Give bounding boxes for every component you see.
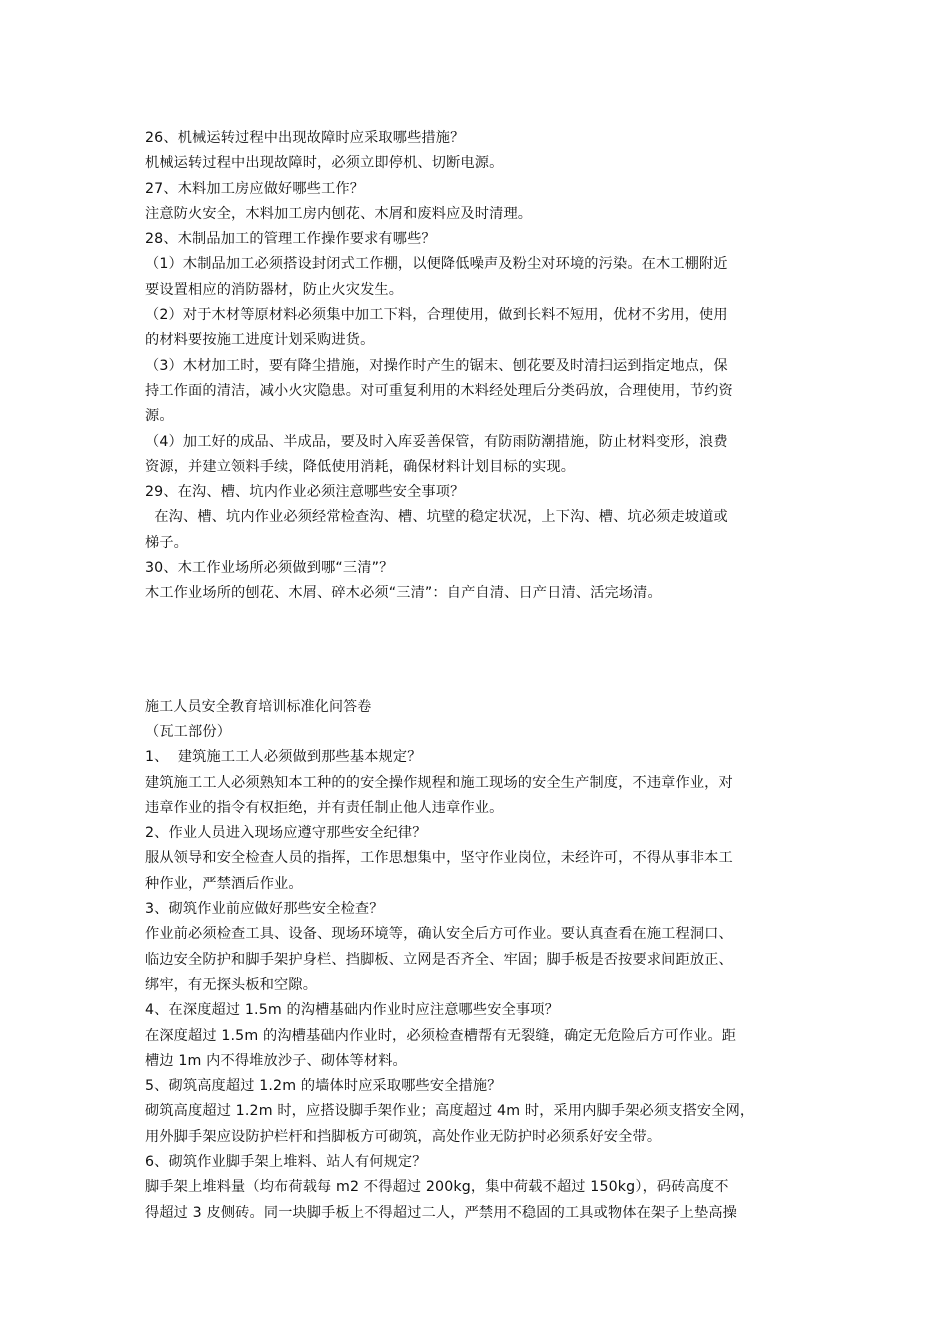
question-26: 26、机械运转过程中出现故障时应采取哪些措施？ xyxy=(145,130,465,146)
answer-3-line: 临边安全防护和脚手架护身栏、挡脚板、立网是否齐全、牢固；脚手板是否按要求间距放正、 xyxy=(145,951,733,968)
answer-28-line: （3）木材加工时，要有降尘措施，对操作时产生的锯末、刨花要及时清扫运到指定地点，保 xyxy=(145,357,728,374)
document-subtitle: （瓦工部份） xyxy=(145,723,232,740)
question-29: 29、在沟、槽、坑内作业必须注意哪些安全事项？ xyxy=(145,484,465,501)
answer-28-line: （4）加工好的成品、半成品，要及时入库妥善保管，有防雨防潮措施，防止材料变形，浪费 xyxy=(145,433,728,450)
answer-3-line: 绑牢，有无探头板和空隙。 xyxy=(145,976,318,993)
answer-1-line: 违章作业的指令有权拒绝，并有责任制止他人违章作业。 xyxy=(145,799,504,816)
question-5: 5、砌筑高度超过 1.2m 的墙体时应采取哪些安全措施？ xyxy=(145,1078,502,1095)
answer-28-line: 的材料要按施工进度计划采购进货。 xyxy=(145,332,375,349)
question-27: 27、木料加工房应做好哪些工作？ xyxy=(145,180,365,197)
answer-4-line: 在深度超过 1.5m 的沟槽基础内作业时，必须检查槽帮有无裂缝，确定无危险后方可作业。距 xyxy=(145,1027,737,1044)
question-2: 2、作业人员进入现场应遵守那些安全纪律？ xyxy=(145,825,427,842)
answer-6-line: 得超过 3 皮侧砖。同一块脚手板上不得超过二人，严禁用不稳固的工具或物体在架子上垫高操 xyxy=(145,1204,737,1221)
answer-27: 注意防火安全，木料加工房内刨花、木屑和废料应及时清理。 xyxy=(145,205,533,222)
question-6: 6、砌筑作业脚手架上堆料、站人有何规定？ xyxy=(145,1153,427,1170)
question-1: 1、 建筑施工工人必须做到那些基本规定？ xyxy=(145,749,422,766)
answer-2-line: 服从领导和安全检查人员的指挥，工作思想集中，坚守作业岗位，未经许可，不得从事非本工 xyxy=(145,850,733,867)
section-masonry-qa xyxy=(145,695,815,1226)
answer-6-line: 脚手架上堆料量（均布荷载每 m2 不得超过 200kg，集中荷载不超过 150kg），码砖高度不 xyxy=(145,1179,729,1196)
answer-28-line: 源。 xyxy=(145,408,174,425)
question-4: 4、在深度超过 1.5m 的沟槽基础内作业时应注意哪些安全事项？ xyxy=(145,1002,559,1019)
document-title: 施工人员安全教育培训标准化问答卷 xyxy=(145,698,372,715)
answer-26: 机械运转过程中出现故障时，必须立即停机、切断电源。 xyxy=(145,155,504,172)
answer-3-line: 作业前必须检查工具、设备、现场环境等，确认安全后方可作业。要认真查看在施工程洞口、 xyxy=(145,926,733,943)
document-page xyxy=(145,126,815,1226)
answer-4-line: 槽边 1m 内不得堆放沙子、砌体等材料。 xyxy=(145,1052,407,1069)
answer-28-line: 持工作面的清洁，减小火灾隐患。对可重复利用的木料经处理后分类码放，合理使用，节约资 xyxy=(145,382,733,399)
answer-2-line: 种作业，严禁酒后作业。 xyxy=(145,875,303,892)
answer-29-line: 梯子。 xyxy=(145,534,189,551)
answer-28-line: （2）对于木材等原材料必须集中加工下料，合理使用，做到长料不短用，优材不劣用，使用 xyxy=(145,307,728,324)
question-3: 3、砌筑作业前应做好那些安全检查？ xyxy=(145,901,384,918)
answer-5-line: 砌筑高度超过 1.2m 时，应搭设脚手架作业；高度超过 4m 时，采用内脚手架必须支搭安全网， xyxy=(145,1103,755,1120)
answer-28-line: 资源，并建立领料手续，降低使用消耗，确保材料计划目标的实现。 xyxy=(145,458,576,475)
answer-30: 木工作业场所的刨花、木屑、碎木必须“三清”：自产自清、日产日清、活完场清。 xyxy=(145,585,662,602)
question-30: 30、木工作业场所必须做到哪“三清”？ xyxy=(145,560,394,577)
answer-5-line: 用外脚手架应设防护栏杆和挡脚板方可砌筑，高处作业无防护时必须系好安全带。 xyxy=(145,1128,662,1145)
question-28: 28、木制品加工的管理工作操作要求有哪些？ xyxy=(145,231,436,248)
section-carpentry-qa xyxy=(145,126,815,607)
answer-28-line: 要设置相应的消防器材，防止火灾发生。 xyxy=(145,281,404,298)
answer-28-line: （1）木制品加工必须搭设封闭式工作棚，以便降低噪声及粉尘对环境的污染。在木工棚附近 xyxy=(145,256,728,273)
answer-29-line: 在沟、槽、坑内作业必须经常检查沟、槽、坑壁的稳定状况，上下沟、槽、坑必须走坡道或 xyxy=(145,509,728,526)
section-gap xyxy=(145,607,815,695)
answer-1-line: 建筑施工工人必须熟知本工种的的安全操作规程和施工现场的安全生产制度，不违章作业，对 xyxy=(145,774,733,791)
